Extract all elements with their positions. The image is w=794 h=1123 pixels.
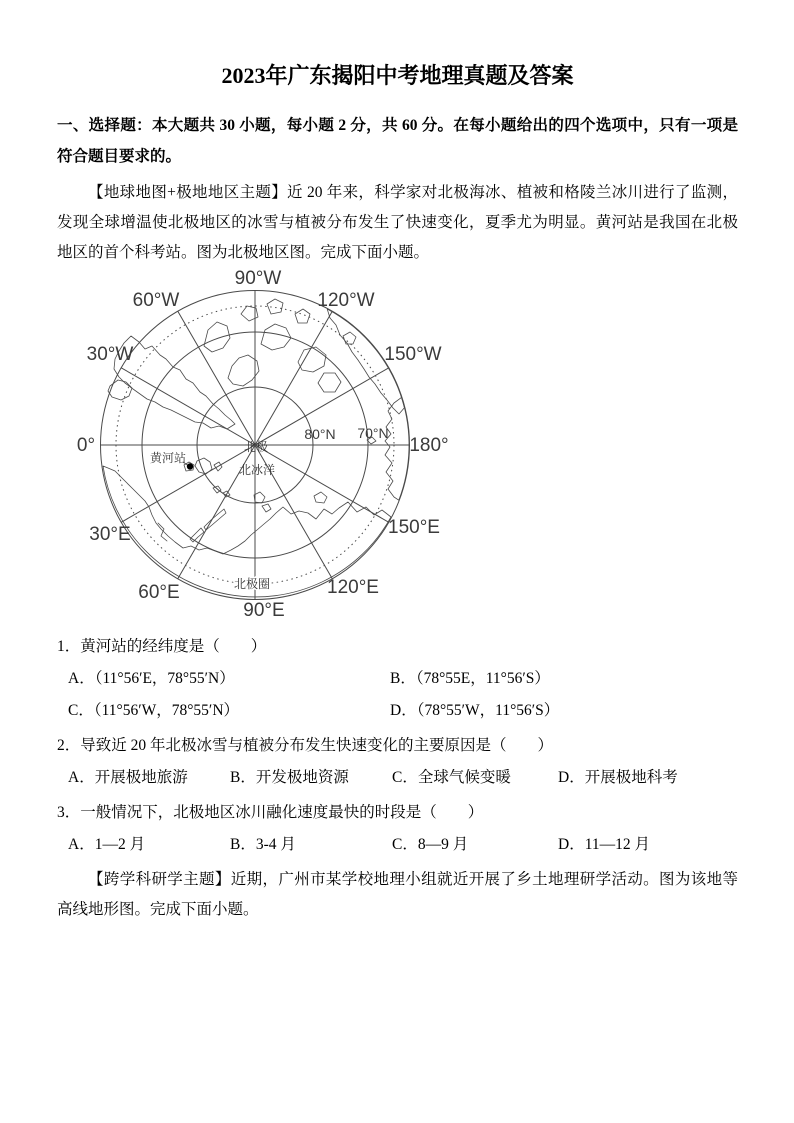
baffin-island-outline bbox=[204, 322, 230, 352]
franz-josef-islet-1 bbox=[213, 486, 221, 493]
huanghe-station-dot bbox=[187, 463, 193, 469]
huanghe-station-label: 黄河站 bbox=[149, 451, 187, 465]
question-3-option-c: C．8—9 月 bbox=[392, 836, 469, 853]
arctic-islet-2 bbox=[267, 299, 283, 314]
arctic-region-map bbox=[55, 262, 455, 624]
label-0: 0° bbox=[76, 435, 96, 456]
question-2-option-c: C．全球气候变暖 bbox=[392, 769, 511, 786]
new-siberian-islands bbox=[314, 492, 327, 503]
arctic-islet-4 bbox=[343, 332, 356, 344]
ellesmere-island-outline bbox=[228, 355, 259, 386]
label-150e: 150°E bbox=[388, 517, 440, 538]
label-60w: 60°W bbox=[132, 290, 180, 311]
question-3-options-row bbox=[57, 833, 738, 857]
victoria-island-outline bbox=[298, 347, 326, 372]
parallel-labels bbox=[304, 425, 388, 442]
severnaya-zemlya-1 bbox=[254, 492, 265, 503]
question-2-option-d: D．开展极地科考 bbox=[558, 769, 678, 786]
question-3-option-a: A．1—2 月 bbox=[68, 836, 146, 853]
question-2-options-row bbox=[57, 766, 738, 790]
question-1-option-d: D．（78°55′W，11°56′S） bbox=[390, 702, 560, 719]
label-120e: 120°E bbox=[327, 577, 379, 598]
question-3-option-d: D．11—12 月 bbox=[558, 836, 650, 853]
question-3-stem: 3．一般情况下，北极地区冰川融化速度最快的时段是（ ） bbox=[57, 804, 484, 821]
label-150w: 150°W bbox=[384, 344, 442, 365]
question-1 bbox=[57, 635, 738, 723]
arctic-islet-3 bbox=[295, 309, 310, 323]
question-1-option-a: A．（11°56′E，78°55′N） bbox=[68, 670, 235, 687]
label-180: 180° bbox=[409, 435, 449, 456]
label-30w: 30°W bbox=[86, 344, 134, 365]
label-30e: 30°E bbox=[89, 524, 131, 545]
question-1-stem: 1．黄河站的经纬度是（ ） bbox=[57, 638, 267, 655]
label-60e: 60°E bbox=[138, 582, 180, 603]
section-heading: 一、选择题：本大题共 30 小题，每小题 2 分，共 60 分。在每小题给出的四个选项中，只有一项是符合题目要求的。 bbox=[57, 117, 738, 165]
question-1-option-b: B．（78°55E，11°56′S） bbox=[390, 670, 550, 687]
question-3-option-b: B．3-4 月 bbox=[230, 836, 296, 853]
white-sea-coast-detail bbox=[158, 523, 167, 541]
severnaya-zemlya-2 bbox=[262, 504, 271, 512]
question-1-option-c: C．（11°56′W，78°55′N） bbox=[68, 702, 240, 719]
question-2 bbox=[57, 734, 738, 790]
north-pole-label: 北极 bbox=[243, 440, 269, 454]
question-2-option-a: A．开展极地旅游 bbox=[68, 769, 188, 786]
exam-title: 2023年广东揭阳中考地理真题及答案 bbox=[221, 63, 574, 88]
label-80n: 80°N bbox=[304, 426, 336, 442]
passage-polar-theme: 【地球地图+极地地区主题】近 20 年来，科学家对北极海冰、植被和格陵兰冰川进行了监测，发现全球增温使北极地区的冰雪与植被分布发生了快速变化，夏季尤为明显。黄河站是我国在北极地区的首个科考站。图为北极地区图。完成下面小题。 bbox=[57, 184, 738, 261]
arctic-circle-label: 北极圈 bbox=[233, 577, 271, 591]
arctic-ocean-label: 北冰洋 bbox=[238, 463, 276, 477]
label-120w: 120°W bbox=[317, 290, 375, 311]
question-1-options-row-1 bbox=[57, 667, 738, 691]
label-70n: 70°N bbox=[357, 425, 389, 441]
label-90w: 90°W bbox=[234, 268, 282, 289]
question-1-options-row-2 bbox=[57, 699, 738, 723]
question-2-option-b: B．开发极地资源 bbox=[230, 769, 349, 786]
passage-fieldstudy-theme: 【跨学科研学主题】近期，广州市某学校地理小组就近开展了乡土地理研学活动。图为该地等高线地形图。完成下面小题。 bbox=[57, 871, 738, 918]
novaya-zemlya-south bbox=[190, 528, 204, 542]
banks-island-outline bbox=[318, 373, 341, 392]
question-3 bbox=[57, 801, 738, 857]
question-2-stem: 2．导致近 20 年北极冰雪与植被分布发生快速变化的主要原因是（ ） bbox=[57, 737, 554, 754]
map-text-labels bbox=[150, 439, 275, 591]
label-90e: 90°E bbox=[243, 600, 285, 621]
iceland-outline bbox=[108, 380, 132, 400]
